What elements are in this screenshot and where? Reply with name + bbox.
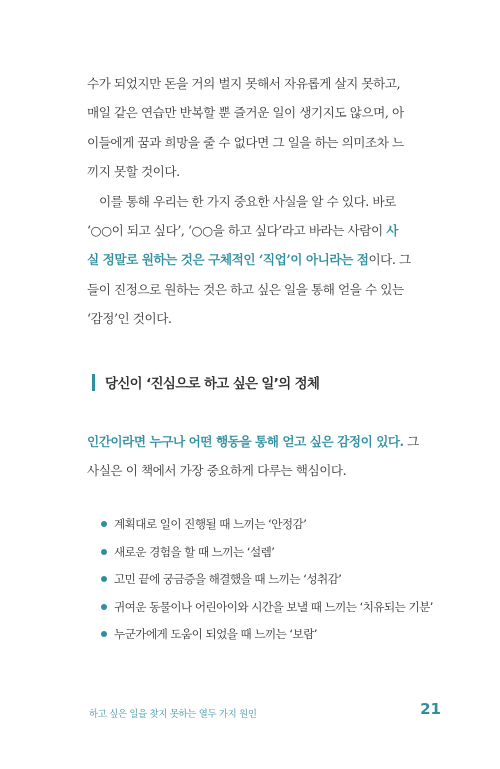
paragraph-key-insight [87, 187, 457, 334]
list-item-text: 고민 끝에 궁금증을 해결했을 때 느끼는 ‘성취감’ [114, 572, 342, 587]
paragraph-line: 사실은 이 책에서 가장 중요하게 다루는 핵심이다. [87, 463, 347, 479]
list-item [114, 570, 474, 598]
page-number: 21 [420, 700, 441, 718]
highlighted-text: 인간이라면 누구나 어떤 행동을 통해 얻고 싶은 감정이 있다. [87, 434, 404, 449]
list-item [114, 515, 474, 543]
list-item [114, 543, 474, 571]
paragraph-line [87, 216, 457, 245]
paragraph-line: 매일 같은 연습만 반복할 뿐 즐거운 일이 생기지도 않으며, 아 [87, 105, 404, 121]
bullet-dot-icon [101, 549, 107, 555]
paragraph-line: 들이 진정으로 원하는 것은 하고 싶은 일을 통해 얻을 수 있는 [87, 281, 404, 297]
text-run: 의 정체 [278, 376, 320, 392]
bullet-dot-icon [101, 521, 107, 527]
paragraph-line: 끼지 못할 것이다. [87, 164, 180, 180]
text-run: ‘○○이 되고 싶다’, ‘○○을 하고 싶다’라고 바라는 사람이 [87, 222, 387, 238]
text-run: 당신이 [105, 376, 147, 392]
paragraph-line: 이를 통해 우리는 한 가지 중요한 사실을 알 수 있다. 바로 [99, 193, 396, 209]
list-item-text: 새로운 경험을 할 때 느끼는 ‘설렘’ [114, 544, 275, 559]
emotion-list [114, 515, 474, 653]
text-run: 이다. 그 [368, 252, 411, 268]
bullet-dot-icon [101, 576, 107, 582]
paragraph-line: 이들에게 꿈과 희망을 줄 수 없다면 그 일을 하는 의미조차 느 [87, 134, 404, 150]
text-run: 그 [403, 434, 419, 449]
heading-accent-bar [92, 374, 95, 391]
paragraph-line [87, 427, 457, 456]
paragraph-core-message [87, 427, 457, 486]
paragraph-line [87, 245, 457, 274]
list-item-text: 계획대로 일이 진행될 때 느끼는 ‘안정감’ [114, 517, 307, 531]
bullet-dot-icon [101, 604, 107, 610]
section-heading [92, 372, 319, 392]
bullet-dot-icon [101, 631, 107, 637]
list-item [114, 625, 474, 653]
paragraph-line: 수가 되었지만 돈을 거의 벌지 못해서 자유롭게 살지 못하고, [87, 76, 401, 91]
paragraph-continuation [87, 69, 457, 187]
list-item-text: 귀여운 동물이나 어린아이와 시간을 보낼 때 느끼는 ‘치유되는 기분’ [114, 599, 433, 614]
list-item-text: 누군가에게 도움이 되었을 때 느끼는 ‘보람’ [114, 627, 317, 642]
section-heading-text [105, 373, 319, 392]
running-footer-title: 하고 싶은 일을 찾지 못하는 열두 가지 원인 [89, 709, 257, 720]
highlighted-text: 실 정말로 원하는 것은 구체적인 ‘직업’이 아니라는 점 [87, 252, 369, 268]
heading-emphasis: ‘진심으로 하고 싶은 일’ [146, 376, 279, 392]
list-item [114, 598, 474, 626]
highlighted-text: 사 [386, 222, 398, 238]
paragraph-line: ‘감정’인 것이다. [87, 311, 172, 327]
